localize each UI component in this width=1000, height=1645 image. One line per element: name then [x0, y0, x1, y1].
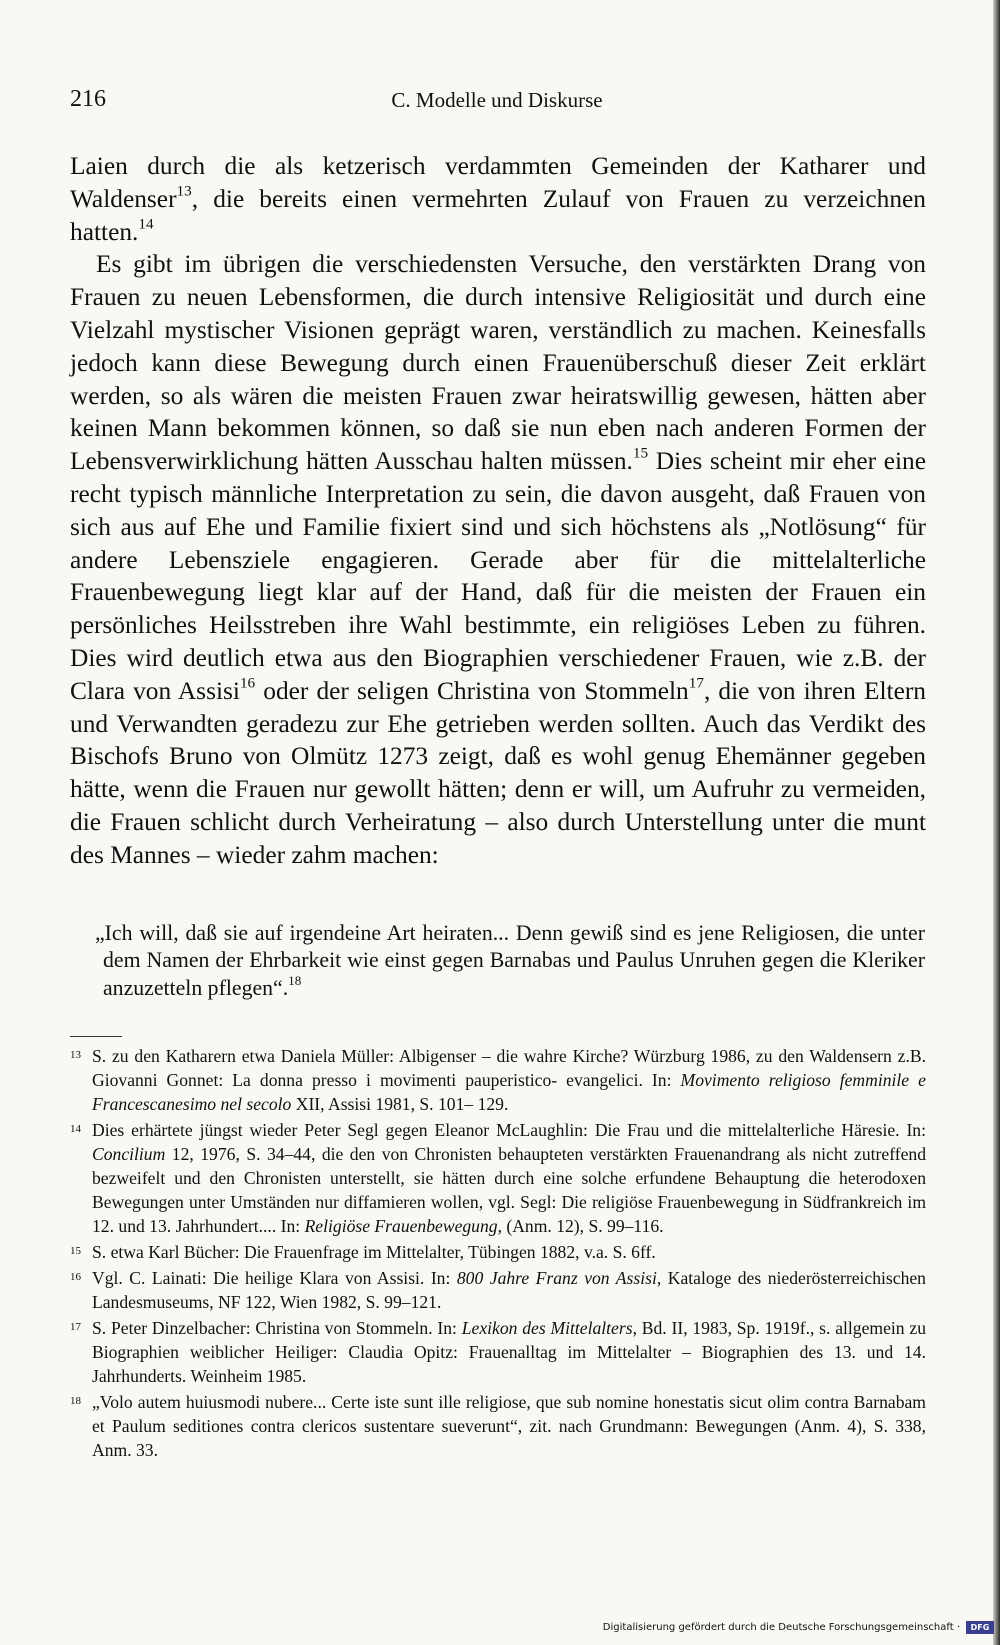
italic-title: Lexikon des Mittelalters: [461, 1318, 633, 1338]
text-run: Dies erhärtete jüngst wieder Peter Segl gegen Eleanor McLaughlin: Die Frau und die mittelalterliche Häresie. In:: [92, 1120, 926, 1140]
footnote-number: 17: [70, 1321, 81, 1333]
footnote-15: [70, 1240, 926, 1264]
footnote-14: [70, 1118, 926, 1238]
text-run: S. etwa Karl Bücher: Die Frauenfrage im Mittelalter, Tübingen 1882, v.a. S. 6ff.: [92, 1242, 656, 1262]
footnotes: [70, 1044, 926, 1464]
text-run: Es gibt im übrigen die verschiedensten Versuche, den verstärkten Drang von Frauen zu neuen Lebensformen, die durch intensive Religiosität und durch eine Vielzahl mystischer Visionen geprägt waren, verständlich zu machen. Keinesfalls jedoch kann diese Bewegung durch einen Frauenüberschuß dieser Zeit erklärt werden, so als wären die meisten Frauen zwar heiratswillig gewesen, hätten aber keinen Mann bekommen können, so daß sie nun eben nach anderen Formen der Lebensverwirklichung hätten Ausschau halten müssen.: [70, 250, 926, 476]
paragraph-2: [70, 248, 926, 871]
text-run: oder der seligen Christina von Stommeln: [255, 676, 689, 705]
dfg-logo: [966, 1621, 994, 1634]
digitization-credit: [600, 1620, 996, 1640]
italic-title: Movimento religioso femminile e Francescanesimo nel secolo: [92, 1070, 926, 1114]
text-run: , die von ihren Eltern und Verwandten geradezu zur Ehe getrieben werden sollten. Auch das Verdikt des Bischofs Bruno von Olmütz 1273 zeigt, daß es wohl genug Ehemänner gegeben hätte, wenn die Frauen nur gewollt hätten; denn er will, um Aufruhr zu vermeiden, die Frauen schlicht durch Verheiratung – also durch Unterstellung unter die munt des Mannes – wieder zahm machen:: [70, 676, 926, 869]
text-run: , Bd. II, 1983, Sp. 1919f., s. allgemein zu Biographien weiblicher Heiliger: Claudia Opitz: Frauenalltag im Mittelalter – Biographien des 13. und 14. Jahrhunderts. Weinheim 1985.: [92, 1318, 926, 1386]
text-run: , die bereits einen vermehrten Zulauf von Frauen zu verzeichnen hatten.: [70, 184, 926, 246]
text-run: „Volo autem huiusmodi nubere... Certe iste sunt ille religiose, que sub nomine honestatis sicut olim contra Barnabam et Paulum seditiones contra clericos sustentare sueverunt“, zit. nach Grundmann: Bewegungen (Anm. 4), S. 338, Anm. 33.: [92, 1392, 926, 1460]
footnote-number: 16: [70, 1271, 81, 1283]
block-quote: [95, 920, 925, 1002]
quote-text: „Ich will, daß sie auf irgendeine Art heiraten... Denn gewiß sind es jene Religiosen, die unter dem Namen der Ehrbarkeit wie einst gegen Barnabas und Paulus Unruhen gegen die Kleriker anzuzetteln pflegen“.: [95, 921, 925, 1000]
page-number: 216: [70, 86, 106, 112]
page-edge-shadow: [993, 0, 1000, 1645]
text-run: 12, 1976, S. 34–44, die den von Chronisten behaupteten verstärkten Frauenandrang als nicht zutreffend bezweifelt und den Chronisten unterstellt, sie hätten durch eine solche erfundene Behauptung die heterodoxen Bewegungen unter Umständen nur diffamieren wollen, vgl. Segl: Die religiöse Frauenbewegung in Südfrankreich im 12. und 13. Jahrhundert.... In:: [92, 1144, 926, 1236]
main-text: [70, 150, 926, 872]
dfg-logo-text: DFG: [970, 1623, 990, 1632]
text-run: S. zu den Katharern etwa Daniela Müller: Albigenser – die wahre Kirche? Würzburg 1986, zu den Waldensern z.B. Giovanni Gonnet: La donna presso i movimenti pauperistico- evangelici. In:: [92, 1046, 926, 1090]
footnote-17: [70, 1316, 926, 1388]
footnote-16: [70, 1266, 926, 1314]
footnote-ref-13[interactable]: 13: [176, 182, 192, 200]
text-run: Dies scheint mir eher eine recht typisch männliche Interpretation zu sein, die davon ausgeht, daß Frauen von sich aus auf Ehe und Familie fixiert sind und sich höchstens als „Notlösung“ für andere Lebensziele engagieren. Gerade aber für die mittelalterliche Frauenbewegung liegt klar auf der Hand, daß für die meisten der Frauen ein persönliches Heilsstreben ihre Wahl bestimmte, ein religiöses Leben zu führen. Dies wird deutlich etwa aus den Biographien verschiedener Frauen, wie z.B. der Clara von Assisi: [70, 447, 926, 705]
italic-title: 800 Jahre Franz von Assisi: [456, 1268, 657, 1288]
footnote-ref-18[interactable]: 18: [288, 972, 302, 988]
footnote-18: [70, 1390, 926, 1462]
text-run: S. Peter Dinzelbacher: Christina von Stommeln. In:: [92, 1318, 462, 1338]
text-run: Laien durch die als ketzerisch verdammten Gemeinden der Katharer und Waldenser: [70, 152, 926, 213]
italic-title: Religiöse Frauenbewegung: [304, 1216, 498, 1236]
italic-title: Concilium: [92, 1144, 166, 1164]
text-run: Vgl. C. Lainati: Die heilige Klara von Assisi. In:: [92, 1268, 457, 1288]
footnote-number: 15: [70, 1245, 81, 1257]
footnote-ref-15[interactable]: 15: [632, 444, 649, 462]
running-head: [70, 86, 924, 118]
footnote-number: 13: [70, 1049, 81, 1061]
footnote-divider: [70, 1036, 122, 1037]
footnote-ref-14[interactable]: 14: [138, 215, 154, 233]
footnote-ref-17[interactable]: 17: [688, 674, 704, 692]
running-title: C. Modelle und Diskurse: [391, 88, 603, 112]
text-run: XII, Assisi 1981, S. 101– 129.: [291, 1094, 509, 1114]
paragraph-1: [70, 150, 926, 248]
footnote-number: 14: [70, 1123, 81, 1135]
text-run: , (Anm. 12), S. 99–116.: [497, 1216, 664, 1236]
footnote-ref-16[interactable]: 16: [239, 674, 256, 692]
footnote-number: 18: [70, 1395, 81, 1407]
credit-text: Digitalisierung gefördert durch die Deutsche Forschungsgemeinschaft ·: [602, 1622, 960, 1633]
footnote-13: [70, 1044, 926, 1116]
text-run: , Kataloge des niederösterreichischen Landesmuseums, NF 122, Wien 1982, S. 99–121.: [92, 1268, 926, 1312]
